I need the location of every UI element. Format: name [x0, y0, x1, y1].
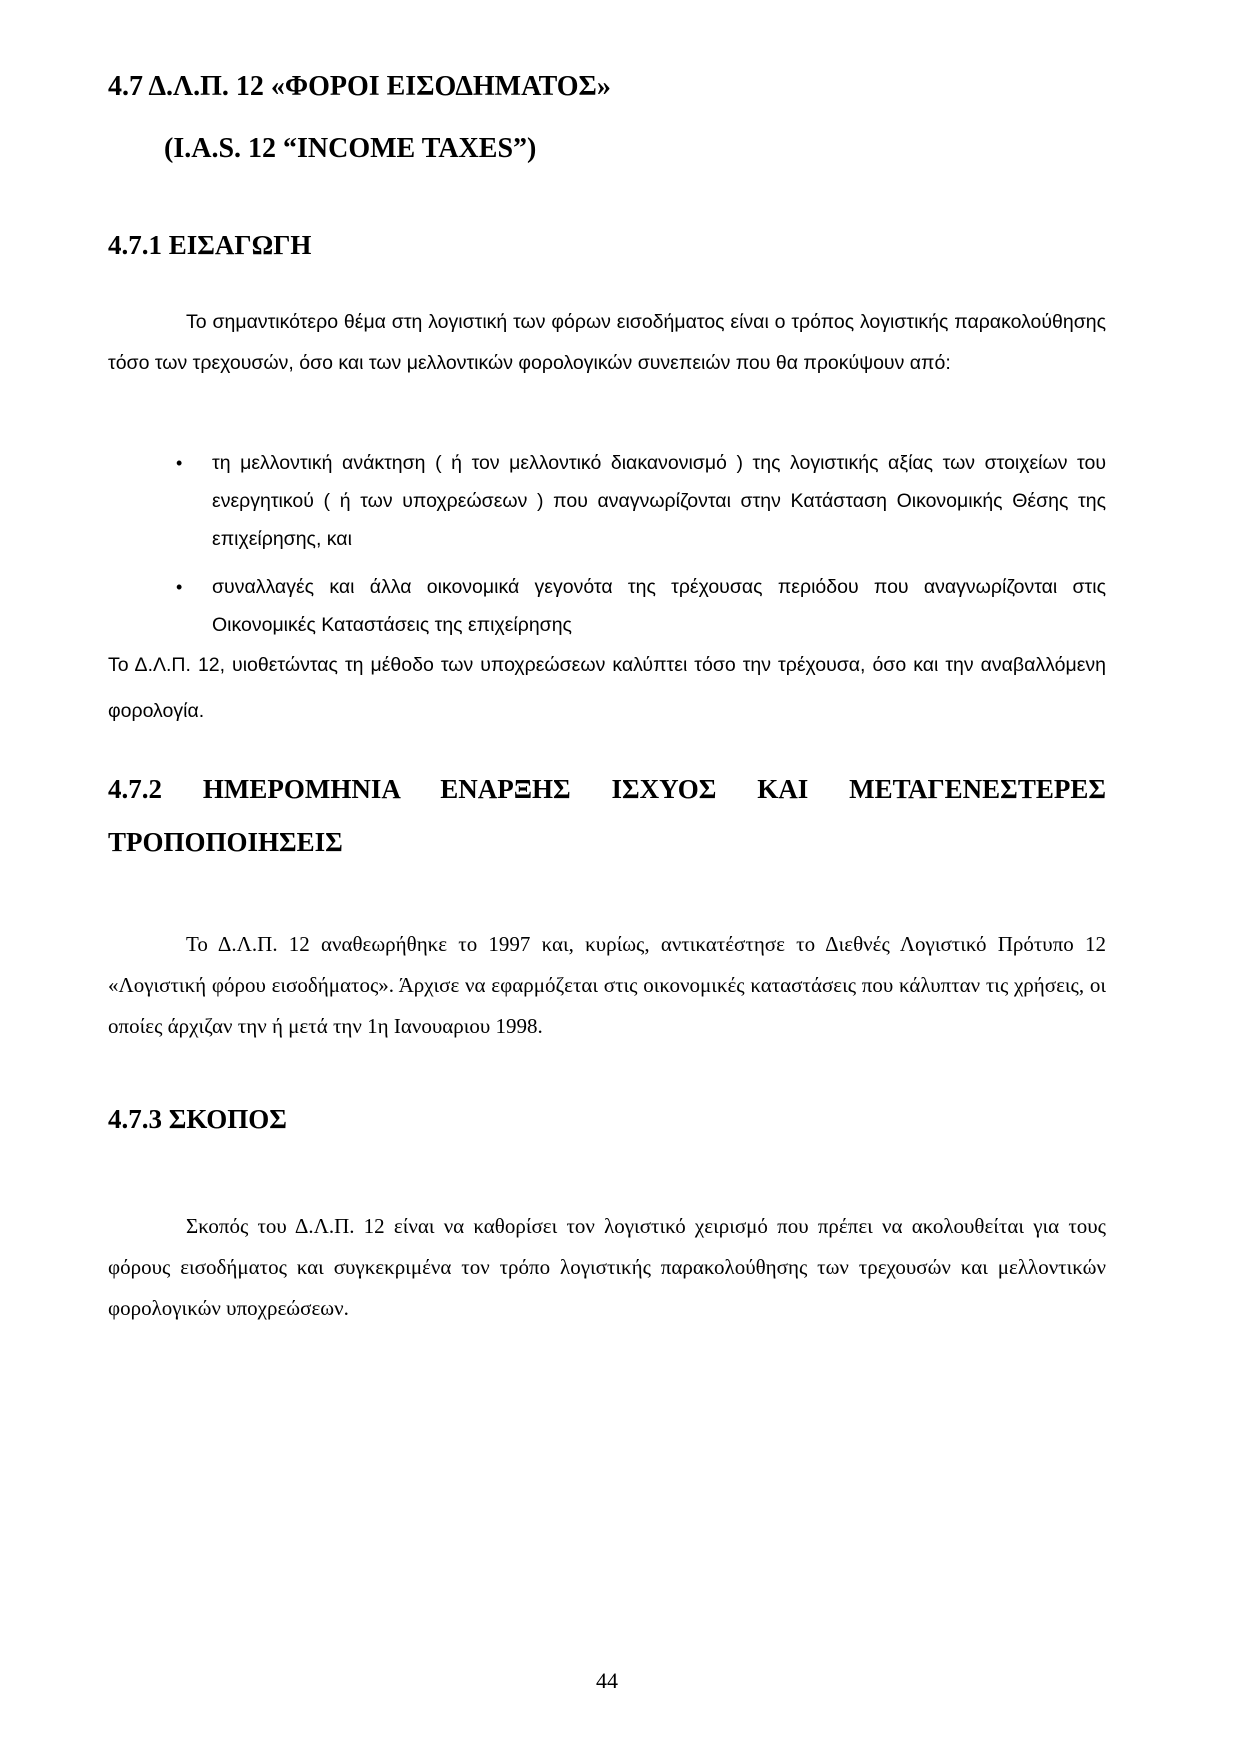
- document-page: [108, 0, 1106, 1754]
- bullet-icon: •: [176, 453, 183, 473]
- section-heading-effective-date: 4.7.2 ΗΜΕΡΟΜΗΝΙΑ ΕΝΑΡΞΗΣ ΙΣΧΥΟΣ ΚΑΙ ΜΕΤΑΓΕΝΕΣΤΕΡΕΣ: [108, 774, 1106, 804]
- list-item: [108, 444, 1106, 558]
- bullet-icon: •: [176, 577, 183, 597]
- bullet-list: [108, 444, 1106, 644]
- chapter-subtitle: (I.A.S. 12 “INCOME TAXES”): [164, 133, 537, 164]
- conclusion-paragraph: Το Δ.Λ.Π. 12, υιοθετώντας τη μέθοδο των υποχρεώσεων καλύπτει τόσο την τρέχουσα, όσο και την αναβαλλόμενη φορολογία.: [108, 654, 1106, 722]
- intro-text: Το σημαντικότερο θέμα στη λογιστική των φόρων εισοδήματος είναι ο τρόπος λογιστικής παρακολούθησης τόσο των τρεχουσών, όσο και των μελλοντικών φορολογικών συνεπειών που θα προκύψουν από:: [108, 311, 1106, 374]
- chapter-title: 4.7 Δ.Λ.Π. 12 «ΦΟΡΟΙ ΕΙΣΟΔΗΜΑΤΟΣ»: [108, 71, 611, 102]
- objective-paragraph: [108, 1206, 1106, 1329]
- section-heading-objective: 4.7.3 ΣΚΟΠΟΣ: [108, 1104, 287, 1134]
- list-item-text: τη μελλοντική ανάκτηση ( ή τον μελλοντικό διακανονισμό ) της λογιστικής αξίας των στοιχείων του ενεργητικού ( ή των υποχρεώσεων ) που αναγνωρίζονται στην Κατάσταση Οικονομικής Θέσης της επιχείρησης, και: [212, 452, 1106, 550]
- intro-paragraph: [108, 302, 1106, 384]
- effective-date-paragraph: [108, 924, 1106, 1047]
- section-heading-introduction: 4.7.1 ΕΙΣΑΓΩΓΗ: [108, 230, 312, 260]
- page-number: 44: [596, 1668, 618, 1693]
- list-item: [108, 568, 1106, 644]
- section-heading-effective-date-continued: ΤΡΟΠΟΠΟΙΗΣΕΙΣ: [108, 827, 343, 857]
- objective-text: Σκοπός του Δ.Λ.Π. 12 είναι να καθορίσει τον λογιστικό χειρισμό που πρέπει να ακολουθείται για τους φόρους εισοδήματος και συγκεκριμένα τον τρόπο λογιστικής παρακολούθησης των τρεχουσών και μελλοντικών φορολογικών υποχρεώσεων.: [108, 1214, 1106, 1320]
- effective-date-text: Το Δ.Λ.Π. 12 αναθεωρήθηκε το 1997 και, κυρίως, αντικατέστησε το Διεθνές Λογιστικό Πρότυπο 12 «Λογιστική φόρου εισοδήματος». Άρχισε να εφαρμόζεται στις οικονομικές καταστάσεις που κάλυπταν τις χρήσεις, οι οποίες άρχιζαν την ή μετά την 1η Ιανουαριου 1998.: [108, 932, 1106, 1038]
- list-item-text: συναλλαγές και άλλα οικονομικά γεγονότα της τρέχουσας περιόδου που αναγνωρίζονται στις Οικονομικές Καταστάσεις της επιχείρησης: [212, 576, 1106, 636]
